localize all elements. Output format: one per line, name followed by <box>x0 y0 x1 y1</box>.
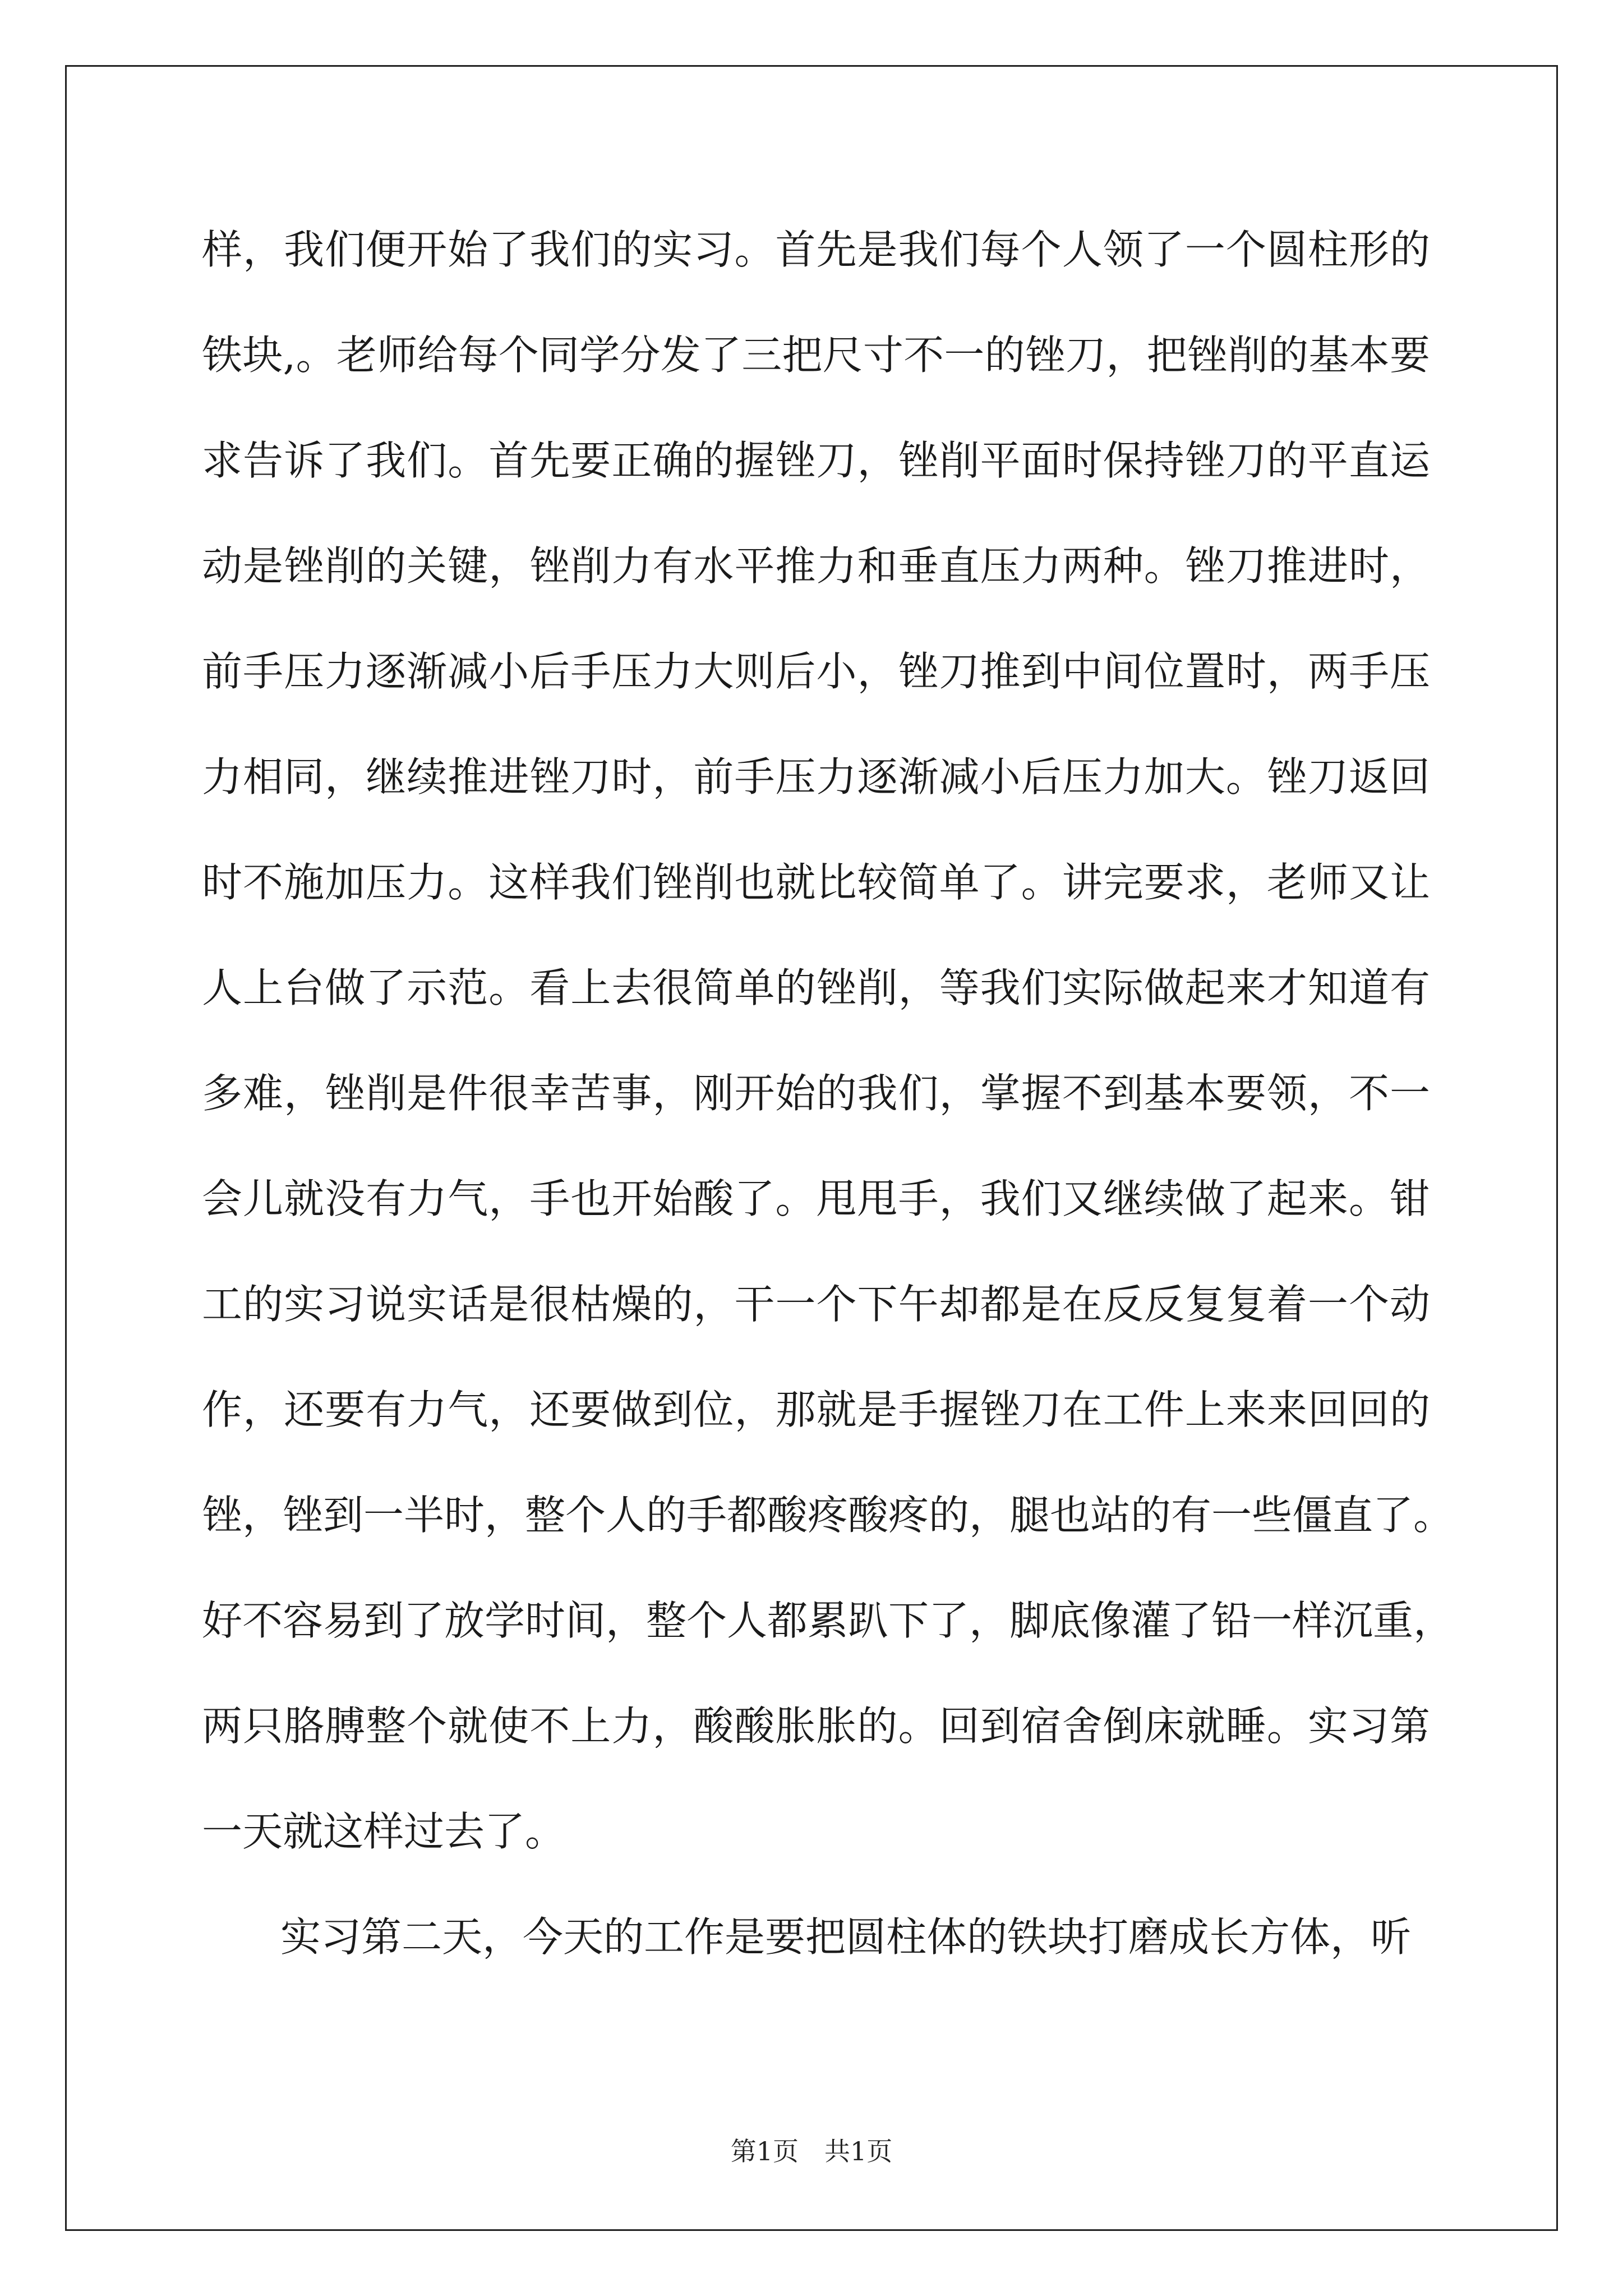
text-line: 工的实习说实话是很枯燥的，干一个下午却都是在反反复复着一个动 <box>202 1281 1430 1328</box>
text-line: 锉，锉到一半时，整个人的手都酸疼酸疼的，腿也站的有一些僵直了。 <box>202 1492 1454 1539</box>
text-line: 会儿就没有力气，手也开始酸了。甩甩手，我们又继续做了起来。钳 <box>202 1175 1430 1222</box>
document-body <box>202 222 1454 2014</box>
text-line: 样，我们便开始了我们的实习。首先是我们每个人领了一个圆柱形的 <box>202 226 1430 273</box>
text-line: 人上台做了示范。看上去很简单的锉削，等我们实际做起来才知道有 <box>202 964 1430 1011</box>
text-line: 两只胳膊整个就使不上力，酸酸胀胀的。回到宿舍倒床就睡。实习第 <box>202 1703 1430 1750</box>
text-line: 前手压力逐渐减小后手压力大则后小，锉刀推到中间位置时，两手压 <box>202 648 1430 695</box>
page-number-footer: 第1页 共1页 <box>730 2136 893 2166</box>
text-line: 求告诉了我们。首先要正确的握锉刀，锉削平面时保持锉刀的平直运 <box>202 437 1430 484</box>
text-line: 力相同，继续推进锉刀时，前手压力逐渐减小后压力加大。锉刀返回 <box>202 753 1430 800</box>
text-line: 作，还要有力气，还要做到位，那就是手握锉刀在工件上来来回回的 <box>202 1386 1430 1433</box>
text-line: 多难，锉削是件很幸苦事，刚开始的我们，掌握不到基本要领，不一 <box>202 1070 1430 1117</box>
paragraph-end-line: 一天就这样过去了。 <box>202 1808 566 1855</box>
text-line: 动是锉削的关键，锉削力有水平推力和垂直压力两种。锉刀推进时， <box>202 542 1430 590</box>
text-line: 好不容易到了放学时间，整个人都累趴下了，脚底像灌了铅一样沉重， <box>202 1597 1454 1644</box>
text-line: 铁块,。老师给每个同学分发了三把尺寸不一的锉刀，把锉削的基本要 <box>202 332 1430 379</box>
paragraph-start-line: 实习第二天，今天的工作是要把圆柱体的铁块打磨成长方体，听 <box>280 1913 1412 1961</box>
text-line: 时不施加压力。这样我们锉削也就比较简单了。讲完要求，老师又让 <box>202 859 1430 906</box>
